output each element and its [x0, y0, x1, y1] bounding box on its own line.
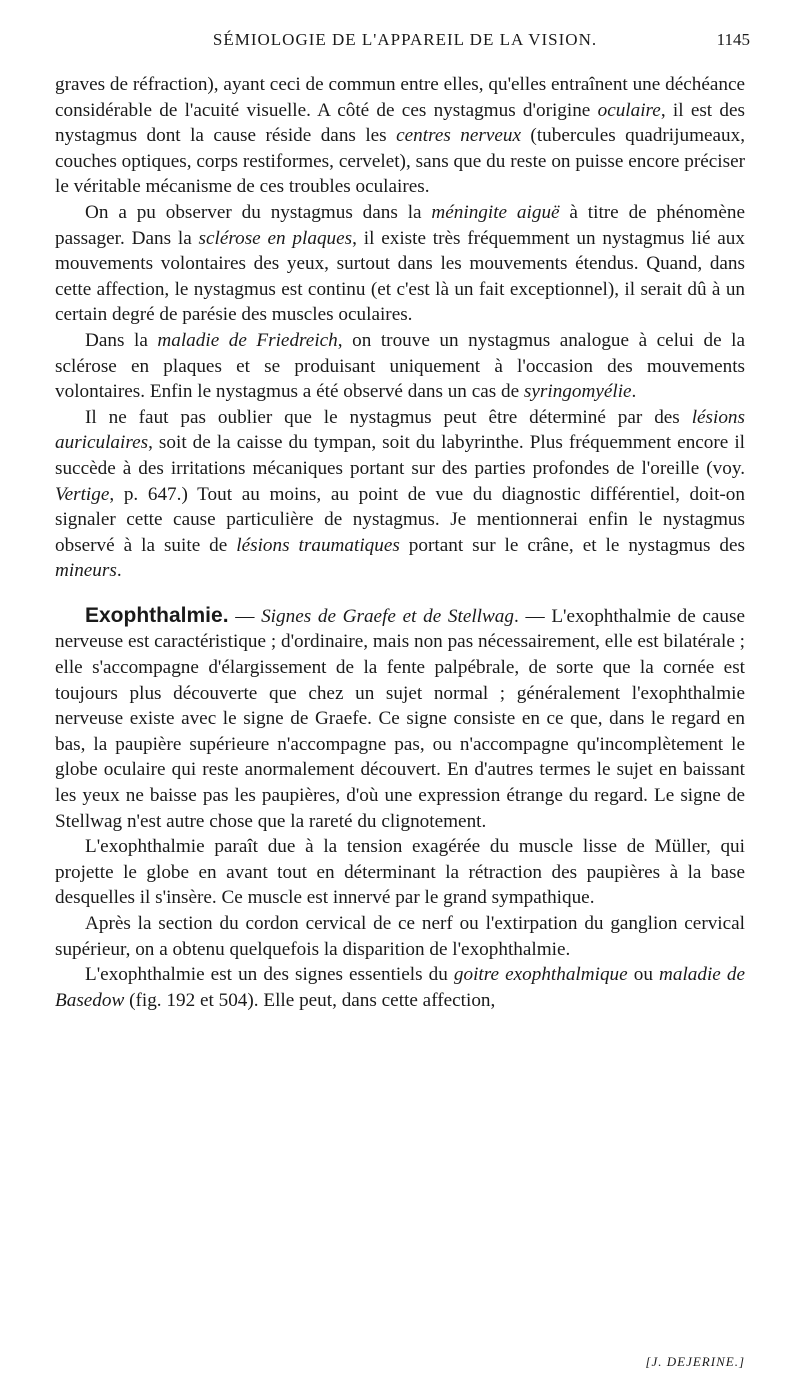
italic-term: centres nerveux — [396, 125, 521, 147]
page-number: 1145 — [716, 30, 750, 49]
paragraph-4 — [55, 405, 745, 584]
text-run: (fig. 192 et 504). Elle peut, dans cette affection, — [124, 989, 496, 1011]
running-head — [60, 30, 750, 60]
paragraph-2 — [55, 200, 745, 328]
section-heading: Exophthalmie. — [85, 603, 229, 627]
paragraph-5 — [55, 603, 745, 834]
text-run: L'exophthalmie est un des signes essentiels du — [85, 964, 454, 986]
italic-term: Vertige — [55, 483, 110, 505]
italic-term: méningite aiguë — [431, 201, 560, 223]
italic-term: Signes de Graefe et de Stellwag — [261, 605, 514, 627]
text-run: Après la section du cordon cervical de ce nerf ou l'extirpation du ganglion cervical supérieur, on a obtenu quelquefois la disparition de l'exophthalmie. — [55, 913, 745, 960]
italic-term: goitre exophthalmique — [453, 964, 628, 986]
text-run: à titre de phénomène passager. Dans la — [55, 201, 745, 249]
text-run: L'exophthalmie paraît due à la tension exagérée du muscle lisse de Müller, qui projette le globe en avant tout en déterminant la rétraction des paupières à la base desquelles il s'insère. Ce muscle est innervé par le grand sympathique. — [55, 836, 745, 909]
paragraph-3 — [55, 328, 745, 405]
text-run: , on trouve un nystagmus analogue à celui de la sclérose en plaques et se produisant uniquement à l'occasion des mouvements volontaires. Enfin le nystagmus a été observé dans un cas de — [55, 329, 745, 403]
italic-term: lésions traumatiques — [236, 534, 400, 556]
text-run: . — L'exophthalmie de cause nerveuse est caractéristique ; d'ordinaire, mais non pas nécessairement, elle est bilatérale ; elle s'accompagne d'élargissement de la fente palpébrale, de sorte que la cornée est toujours plus découverte que chez un sujet normal ; généralement l'exophthalmie nerveuse existe avec le signe de Graefe. Ce signe consiste en ce que, dans le regard en bas, la paupière supérieure n'accompagne pas, ou n'accompagne qu'incomplètement le globe oculaire qui reste anormalement découvert. En d'autres termes le sujet en baissant les yeux ne baisse pas les paupières, d'où une expression étrange du regard. Le signe de Stellwag n'est autre chose que la rareté du clignotement. — [55, 605, 745, 832]
paragraph-8 — [55, 962, 745, 1013]
text-run: On a pu observer du nystagmus dans la — [85, 201, 432, 223]
text-run: Il ne faut pas oublier que le nystagmus peut être déterminé par des — [85, 406, 692, 428]
author-signature: [J. DEJERINE.] — [645, 1354, 745, 1369]
paragraph-6 — [55, 834, 745, 911]
text-run: . — [116, 560, 122, 582]
italic-term: mineurs — [55, 560, 117, 582]
running-title: SÉMIOLOGIE DE L'APPAREIL DE LA VISION. — [212, 30, 598, 49]
text-run: — — [228, 605, 262, 627]
italic-term: lésions auriculaires — [55, 406, 745, 454]
text-run: (tubercules quadrijumeaux, couches optiques, corps restiformes, cervelet), sans que du reste on puisse encore préciser le véritable mécanisme de ces troubles oculaires. — [55, 125, 746, 198]
text-run: , soit de la caisse du tympan, soit du labyrinthe. Plus fréquemment encore il succède à des irritations mécaniques portant sur des parties profondes de l'oreille (voy. — [55, 432, 745, 479]
body-text — [55, 72, 745, 1013]
text-run: , il existe très fréquemment un nystagmus lié aux mouvements volontaires des yeux, surtout dans les mouvements étendus. Quand, dans cette affection, le nystagmus est continu (et c'est là un fait exceptionnel), il serait dû à un certain degré de parésie des muscles oculaires. — [55, 227, 745, 326]
paragraph-1 — [55, 72, 745, 200]
text-run: ou — [627, 964, 659, 986]
text-run: portant sur le crâne, et le nystagmus des — [399, 534, 745, 556]
text-run: . — [631, 381, 637, 403]
text-run: , p. 647.) Tout au moins, au point de vue du diagnostic différentiel, doit-on signaler cette cause particulière de nystagmus. Je mentionnerai enfin le nystagmus observé à la suite de — [55, 483, 745, 556]
text-run: graves de réfraction), ayant ceci de commun entre elles, qu'elles entraînent une déchéance considérable de l'acuité visuelle. A côté de ces nystagmus d'origine — [55, 74, 745, 121]
paragraph-7 — [55, 911, 745, 962]
italic-term: maladie de Friedreich — [157, 329, 338, 351]
text-run: Dans la — [85, 329, 158, 351]
italic-term: maladie de Basedow — [55, 964, 745, 1011]
text-run: , il est des nystagmus dont la cause réside dans les — [55, 99, 745, 147]
italic-term: sclérose en plaques — [198, 227, 353, 249]
italic-term: syringomyélie — [523, 381, 632, 403]
italic-term: oculaire — [597, 99, 661, 121]
